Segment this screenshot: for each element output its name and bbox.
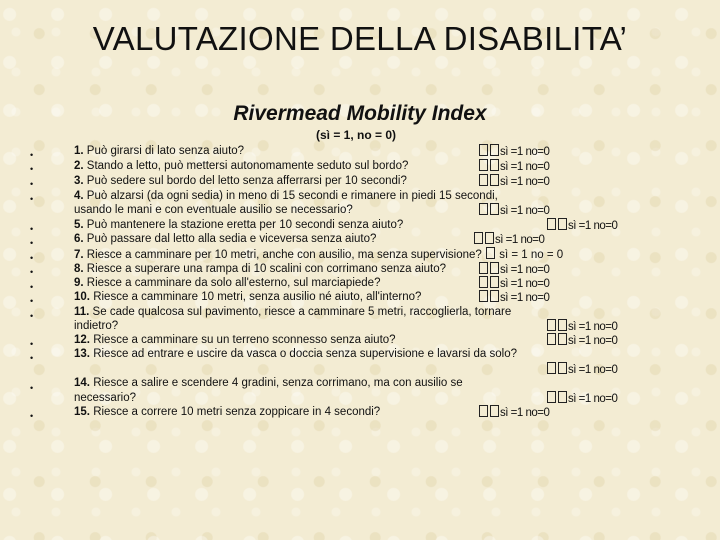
answer-label: sì =1 no=0 [500, 278, 550, 290]
no-checkbox[interactable] [490, 276, 499, 288]
question-text: 4. Può alzarsi (da ogni sedia) in meno di 15 secondi e rimanere in piedi 15 secondi, [74, 190, 498, 202]
question-text: 11. Se cade qualcosa sul pavimento, riesce a camminare 5 metri, raccoglierla, tornare [74, 306, 512, 318]
yes-checkbox[interactable] [547, 319, 556, 331]
answer-options [546, 218, 617, 232]
question-text-continued: indietro? [74, 320, 119, 332]
answer-options [478, 405, 549, 419]
bullet: • [30, 411, 34, 421]
answer-label: sì =1 no=0 [568, 220, 618, 232]
bullet: • [30, 296, 34, 306]
question-number: 11. [74, 306, 90, 318]
question-text: 7. Riesce a camminare per 10 metri, anche con ausilio, ma senza supervisione? sì = 1 no = 0 [74, 249, 564, 261]
answer-options [478, 144, 549, 158]
answer-label: sì =1 no=0 [500, 146, 550, 158]
bullet: • [30, 311, 34, 321]
answer-options [478, 203, 549, 217]
question-text-continued: usando le mani e con eventuale ausilio se necessario? [74, 204, 353, 216]
yes-checkbox[interactable] [479, 203, 488, 215]
question-number: 5. [74, 219, 84, 231]
no-checkbox[interactable] [490, 290, 499, 302]
question-number: 13. [74, 348, 90, 360]
answer-label: sì =1 no=0 [568, 321, 618, 333]
answer-options [546, 333, 617, 347]
bullet: • [30, 224, 34, 234]
no-checkbox[interactable] [558, 391, 567, 403]
question-number: 14. [74, 377, 90, 389]
yes-checkbox[interactable] [479, 159, 488, 171]
question-text: 9. Riesce a camminare da solo all'esterno, sul marciapiede? [74, 277, 381, 289]
no-checkbox[interactable] [490, 144, 499, 156]
answer-label: sì =1 no=0 [568, 364, 618, 376]
question-text: 14. Riesce a salire e scendere 4 gradini, senza corrimano, ma con ausilio se [74, 377, 463, 389]
answer-label: sì =1 no=0 [500, 161, 550, 173]
answer-options [546, 391, 617, 405]
question-number: 10. [74, 291, 90, 303]
question-text: 8. Riesce a superare una rampa di 10 scalini con corrimano senza aiuto? [74, 263, 447, 275]
question-text: 12. Riesce a camminare su un terreno sconnesso senza aiuto? [74, 334, 396, 346]
question-text: 5. Può mantenere la stazione eretta per 10 secondi senza aiuto? [74, 219, 404, 231]
answer-options [546, 319, 617, 333]
no-checkbox[interactable] [490, 174, 499, 186]
question-text: 2. Stando a letto, può mettersi autonomamente seduto sul bordo? [74, 160, 409, 172]
yes-checkbox[interactable] [547, 391, 556, 403]
question-number: 1. [74, 145, 84, 157]
question-number: 8. [74, 263, 84, 275]
answer-label: sì =1 no=0 [500, 407, 550, 419]
bullet: • [30, 383, 34, 393]
question-number: 9. [74, 277, 84, 289]
bullet: • [30, 194, 34, 204]
answer-label: sì =1 no=0 [500, 264, 550, 276]
answer-label: sì =1 no=0 [500, 176, 550, 188]
question-number: 2. [74, 160, 84, 172]
page-title: VALUTAZIONE DELLA DISABILITA’ [92, 20, 628, 57]
bullet: • [30, 267, 34, 277]
yes-checkbox[interactable] [479, 276, 488, 288]
question-number: 15. [74, 406, 90, 418]
bullet: • [30, 179, 34, 189]
answer-options [546, 362, 617, 376]
yes-checkbox[interactable] [479, 144, 488, 156]
scoring-legend: (sì = 1, no = 0) [316, 128, 397, 142]
question-text: 3. Può sedere sul bordo del letto senza afferrarsi per 10 secondi? [74, 175, 407, 187]
no-checkbox[interactable] [558, 362, 567, 374]
bullet: • [30, 150, 34, 160]
yes-checkbox[interactable] [486, 247, 495, 259]
yes-checkbox[interactable] [547, 333, 556, 345]
question-text: 13. Riesce ad entrare e uscire da vasca o doccia senza supervisione e lavarsi da solo? [74, 348, 518, 360]
answer-options [478, 159, 549, 173]
question-number: 3. [74, 175, 84, 187]
question-number: 6. [74, 233, 84, 245]
bullet: • [30, 238, 34, 248]
question-number: 4. [74, 190, 84, 202]
yes-checkbox[interactable] [547, 218, 556, 230]
answer-label: sì =1 no=0 [495, 234, 545, 246]
question-text: 1. Può girarsi di lato senza aiuto? [74, 145, 245, 157]
no-checkbox[interactable] [490, 262, 499, 274]
scale-title: Rivermead Mobility Index [233, 102, 487, 125]
no-checkbox[interactable] [490, 159, 499, 171]
no-checkbox[interactable] [558, 319, 567, 331]
yes-checkbox[interactable] [474, 232, 483, 244]
bullet: • [30, 253, 34, 263]
inline-answer: sì = 1 no = 0 [496, 249, 564, 261]
bullet: • [30, 353, 34, 363]
no-checkbox[interactable] [558, 218, 567, 230]
answer-label: sì =1 no=0 [568, 335, 618, 347]
question-text: 6. Può passare dal letto alla sedia e viceversa senza aiuto? [74, 233, 377, 245]
answer-options [473, 232, 544, 246]
question-number: 7. [74, 249, 84, 261]
answer-options [478, 174, 549, 188]
answer-options [478, 276, 549, 290]
answer-label: sì =1 no=0 [568, 393, 618, 405]
answer-options [478, 262, 549, 276]
question-number: 12. [74, 334, 90, 346]
no-checkbox[interactable] [485, 232, 494, 244]
question-text: 15. Riesce a correre 10 metri senza zoppicare in 4 secondi? [74, 406, 381, 418]
no-checkbox[interactable] [558, 333, 567, 345]
answer-label: sì =1 no=0 [500, 292, 550, 304]
yes-checkbox[interactable] [479, 405, 488, 417]
answer-label: sì =1 no=0 [500, 205, 550, 217]
no-checkbox[interactable] [490, 203, 499, 215]
bullet: • [30, 164, 34, 174]
question-text-continued: necessario? [74, 392, 137, 404]
yes-checkbox[interactable] [479, 262, 488, 274]
question-text: 10. Riesce a camminare 10 metri, senza ausilio né aiuto, all'interno? [74, 291, 422, 303]
bullet: • [30, 339, 34, 349]
yes-checkbox[interactable] [547, 362, 556, 374]
no-checkbox[interactable] [490, 405, 499, 417]
bullet: • [30, 282, 34, 292]
yes-checkbox[interactable] [479, 174, 488, 186]
yes-checkbox[interactable] [479, 290, 488, 302]
answer-options [478, 290, 549, 304]
